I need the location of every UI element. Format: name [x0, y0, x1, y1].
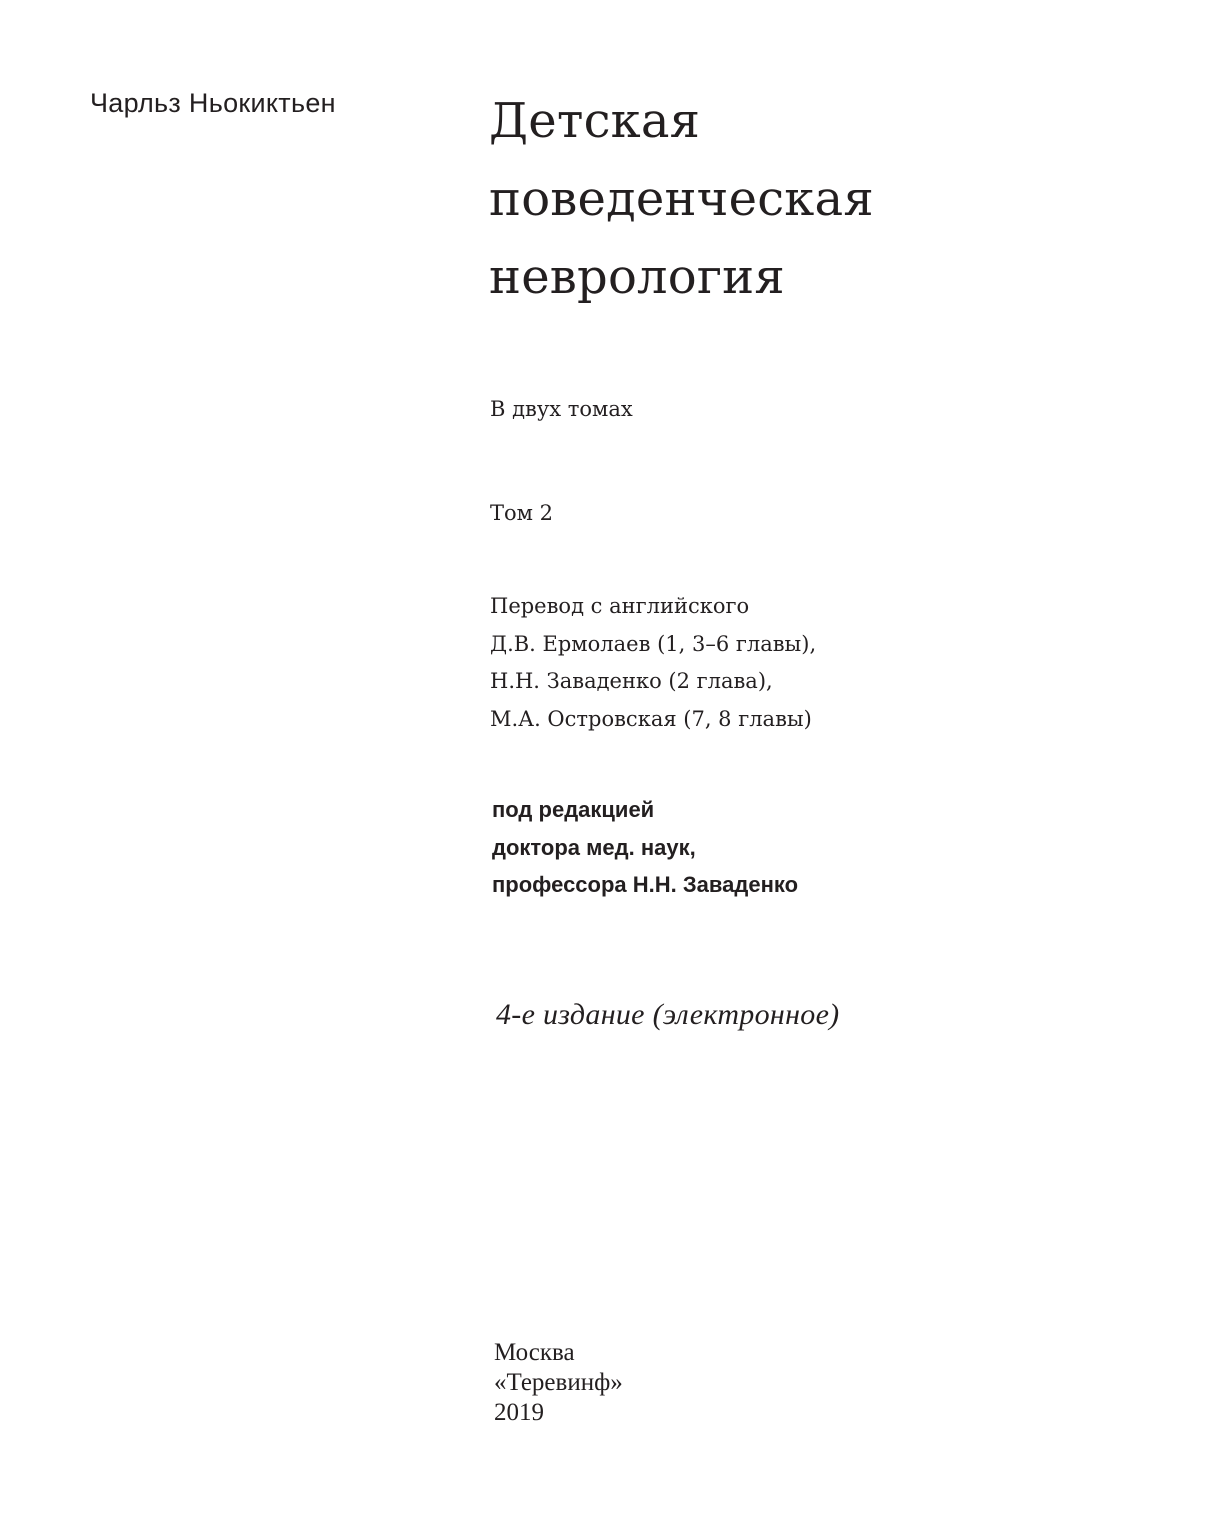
- book-title: [489, 82, 874, 316]
- editor-line: доктора мед. наук,: [492, 834, 696, 860]
- imprint-year: 2019: [494, 1399, 544, 1426]
- translation-block: [490, 588, 816, 738]
- volumes-note: В двух томах: [490, 397, 633, 421]
- translator-line: М.А. Островская (7, 8 главы): [490, 706, 812, 731]
- title-line-2: поведенческая: [489, 171, 874, 227]
- imprint-city: Москва: [494, 1339, 575, 1366]
- edition-note: 4-е издание (электронное): [496, 998, 840, 1031]
- editor-block: [492, 791, 798, 904]
- editor-line: профессора Н.Н. Заваденко: [492, 872, 799, 897]
- translator-line: Н.Н. Заваденко (2 глава),: [490, 669, 773, 693]
- volume-number: Том 2: [490, 501, 554, 525]
- title-line-1: Детская: [489, 93, 701, 149]
- author-name: Чарльз Ньокиктьен: [90, 88, 336, 118]
- title-line-3: неврология: [489, 249, 785, 305]
- translator-line: Д.В. Ермолаев (1, 3–6 главы),: [490, 631, 817, 656]
- imprint-block: [494, 1338, 623, 1428]
- imprint-publisher: «Теревинф»: [494, 1369, 623, 1396]
- translation-heading: Перевод с английского: [490, 594, 750, 618]
- editor-line: под редакцией: [492, 797, 655, 822]
